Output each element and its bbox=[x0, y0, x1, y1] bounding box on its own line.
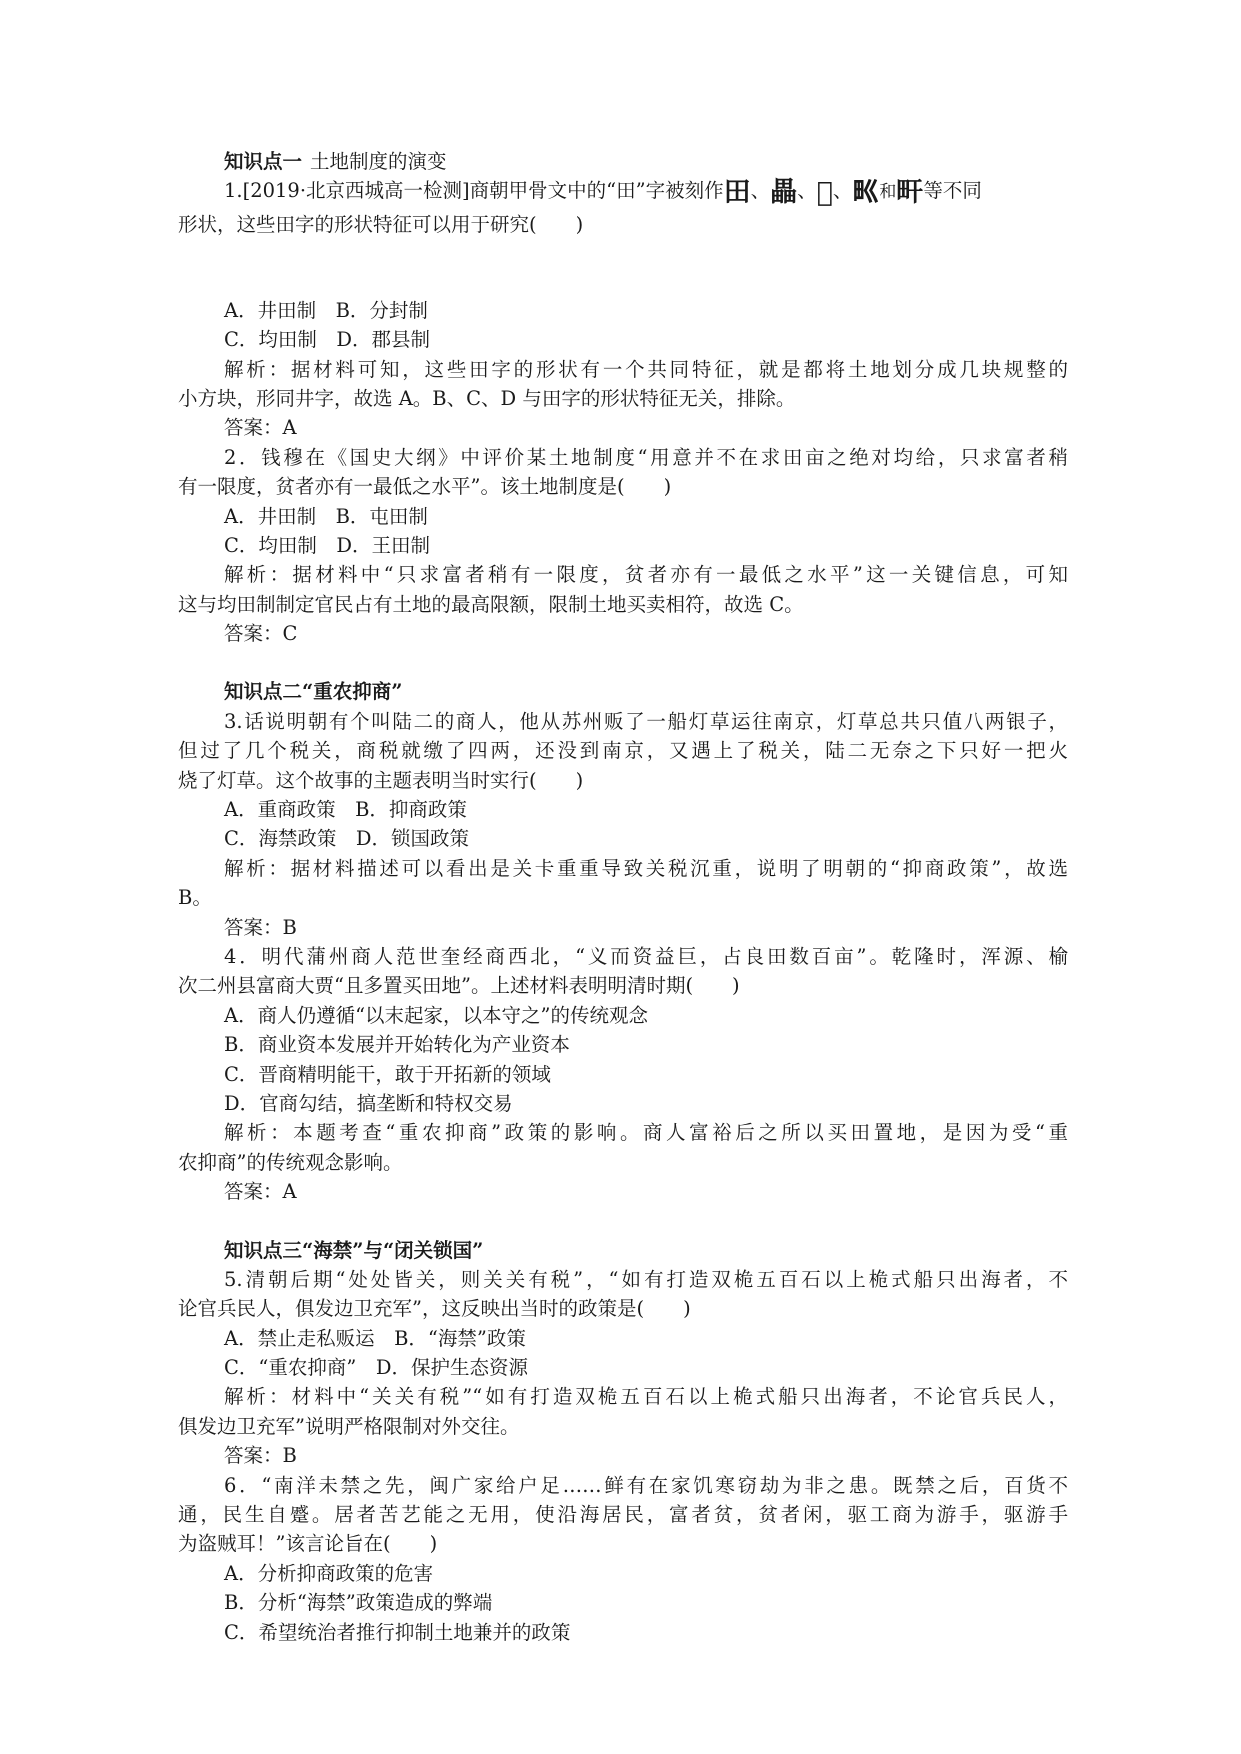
section-heading-3 bbox=[178, 1236, 1068, 1265]
question-5-answer: 答案：B bbox=[224, 1444, 297, 1468]
section-title: “海禁”与“闭关锁国” bbox=[302, 1238, 484, 1262]
question-4-analysis-2: 农抑商”的传统观念影响。 bbox=[178, 1150, 403, 1174]
tian-glyph-1: 田 bbox=[723, 177, 751, 209]
question-3-options-cd: C．海禁政策 D．锁国政策 bbox=[224, 827, 470, 851]
question-4-option-d: D．官商勾结，搞垄断和特权交易 bbox=[224, 1091, 513, 1115]
question-1-options-cd: C．均田制 D．郡县制 bbox=[224, 328, 431, 352]
question-3-analysis-1: 解析：据材料描述可以看出是关卡重重导致关税沉重，说明了明朝的“抑商政策”，故选 bbox=[224, 856, 1068, 880]
question-2-line-2: 有一限度，贫者亦有一最低之水平”。该土地制度是( ) bbox=[178, 475, 672, 499]
question-4-option-c: C．晋商精明能干，敢于开拓新的领域 bbox=[224, 1062, 551, 1086]
question-2-options-cd: C．均田制 D．王田制 bbox=[224, 533, 431, 557]
question-1-line-2: 形状，这些田字的形状特征可以用于研究( ) bbox=[178, 213, 584, 237]
question-5-options-ab: A．禁止走私贩运 B．“海禁”政策 bbox=[224, 1326, 526, 1350]
question-4-option-b: B．商业资本发展并开始转化为产业资本 bbox=[224, 1033, 570, 1057]
question-6-option-a: A．分析抑商政策的危害 bbox=[224, 1561, 434, 1585]
question-1-analysis-1: 解析：据材料可知，这些田字的形状有一个共同特征，就是都将土地划分成几块规整的 bbox=[224, 357, 1068, 381]
question-1-options-ab: A．井田制 B．分封制 bbox=[224, 298, 428, 322]
question-4-line-1: 4．明代蒲州商人范世奎经商西北，“义而资益巨，占良田数百亩”。乾隆时，浑源、榆 bbox=[224, 944, 1068, 968]
question-6-line-2: 通，民生自蹙。居者苦艺能之无用，使沿海居民，富者贫，贫者闲，驱工商为游手，驱游手 bbox=[178, 1503, 1068, 1527]
question-2-line-1: 2．钱穆在《国史大纲》中评价某土地制度“用意并不在求田亩之绝对均给，只求富者稍 bbox=[224, 445, 1068, 469]
question-4-answer: 答案：A bbox=[224, 1180, 297, 1204]
question-4-line-2: 次二州县富商大贾“且多置买田地”。上述材料表明明清时期( ) bbox=[178, 974, 740, 998]
question-5-analysis-1: 解析：材料中“关关有税”“如有打造双桅五百石以上桅式船只出海者，不论官兵民人， bbox=[224, 1385, 1068, 1409]
section-heading-2 bbox=[178, 677, 1068, 706]
document-body bbox=[178, 147, 1068, 1647]
question-6-option-c: C．希望统治者推行抑制土地兼并的政策 bbox=[224, 1620, 571, 1644]
question-5-options-cd: C．“重农抑商” D．保护生态资源 bbox=[224, 1356, 528, 1380]
question-1-line-1: 1.[2019·北京西城高一检测]商朝甲骨文中的“田”字被刻作田、畾、𤰔、𤰕和𤰟等不同 bbox=[224, 177, 982, 209]
section-heading-1 bbox=[178, 147, 1068, 176]
question-3-line-2: 但过了几个税关，商税就缴了四两，还没到南京，又遇上了税关，陆二无奈之下只好一把火 bbox=[178, 739, 1068, 763]
tian-glyph-3: 𤰔 bbox=[816, 177, 833, 209]
question-3-analysis-2: B。 bbox=[178, 886, 212, 910]
tian-glyph-5: 𤰟 bbox=[896, 177, 924, 209]
question-2-options-ab: A．井田制 B．屯田制 bbox=[224, 504, 428, 528]
section-label: 知识点二 bbox=[224, 680, 303, 704]
question-5-line-2: 论官兵民人，俱发边卫充军”，这反映出当时的政策是( ) bbox=[178, 1297, 691, 1321]
question-3-line-3: 烧了灯草。这个故事的主题表明当时实行( ) bbox=[178, 768, 584, 792]
question-1-answer: 答案：A bbox=[224, 416, 297, 440]
question-3-answer: 答案：B bbox=[224, 915, 297, 939]
question-1-analysis-2: 小方块，形同井字，故选 A。B、C、D 与田字的形状特征无关，排除。 bbox=[178, 386, 796, 410]
question-6-line-3: 为盗贼耳！”该言论旨在( ) bbox=[178, 1532, 438, 1556]
question-3-line-1: 3.话说明朝有个叫陆二的商人，他从苏州贩了一船灯草运往南京，灯草总共只值八两银子， bbox=[224, 709, 1068, 733]
section-title: “重农抑商” bbox=[302, 680, 403, 704]
question-6-option-b: B．分析“海禁”政策造成的弊端 bbox=[224, 1591, 493, 1615]
question-6-line-1: 6．“南洋未禁之先，闽广家给户足……鲜有在家饥寒窃劫为非之患。既禁之后，百货不 bbox=[224, 1473, 1068, 1497]
section-title: 土地制度的演变 bbox=[310, 150, 447, 173]
question-5-line-1: 5.清朝后期“处处皆关，则关关有税”，“如有打造双桅五百石以上桅式船只出海者，不 bbox=[224, 1267, 1068, 1291]
tian-glyph-4: 𤰕 bbox=[852, 177, 880, 209]
section-label: 知识点一 bbox=[224, 150, 303, 173]
question-2-analysis-1: 解析：据材料中“只求富者稍有一限度，贫者亦有一最低之水平”这一关键信息，可知 bbox=[224, 563, 1068, 587]
question-3-options-ab: A．重商政策 B．抑商政策 bbox=[224, 798, 467, 822]
section-label: 知识点三 bbox=[224, 1238, 303, 1262]
question-4-option-a: A．商人仍遵循“以末起家，以本守之”的传统观念 bbox=[224, 1003, 649, 1027]
question-5-analysis-2: 俱发边卫充军”说明严格限制对外交往。 bbox=[178, 1414, 520, 1438]
question-2-analysis-2: 这与均田制制定官民占有土地的最高限额，限制土地买卖相符，故选 C。 bbox=[178, 592, 804, 616]
question-4-analysis-1: 解析：本题考查“重农抑商”政策的影响。商人富裕后之所以买田置地，是因为受“重 bbox=[224, 1121, 1068, 1145]
tian-glyph-2: 畾 bbox=[770, 177, 798, 209]
question-2-answer: 答案：C bbox=[224, 622, 298, 646]
